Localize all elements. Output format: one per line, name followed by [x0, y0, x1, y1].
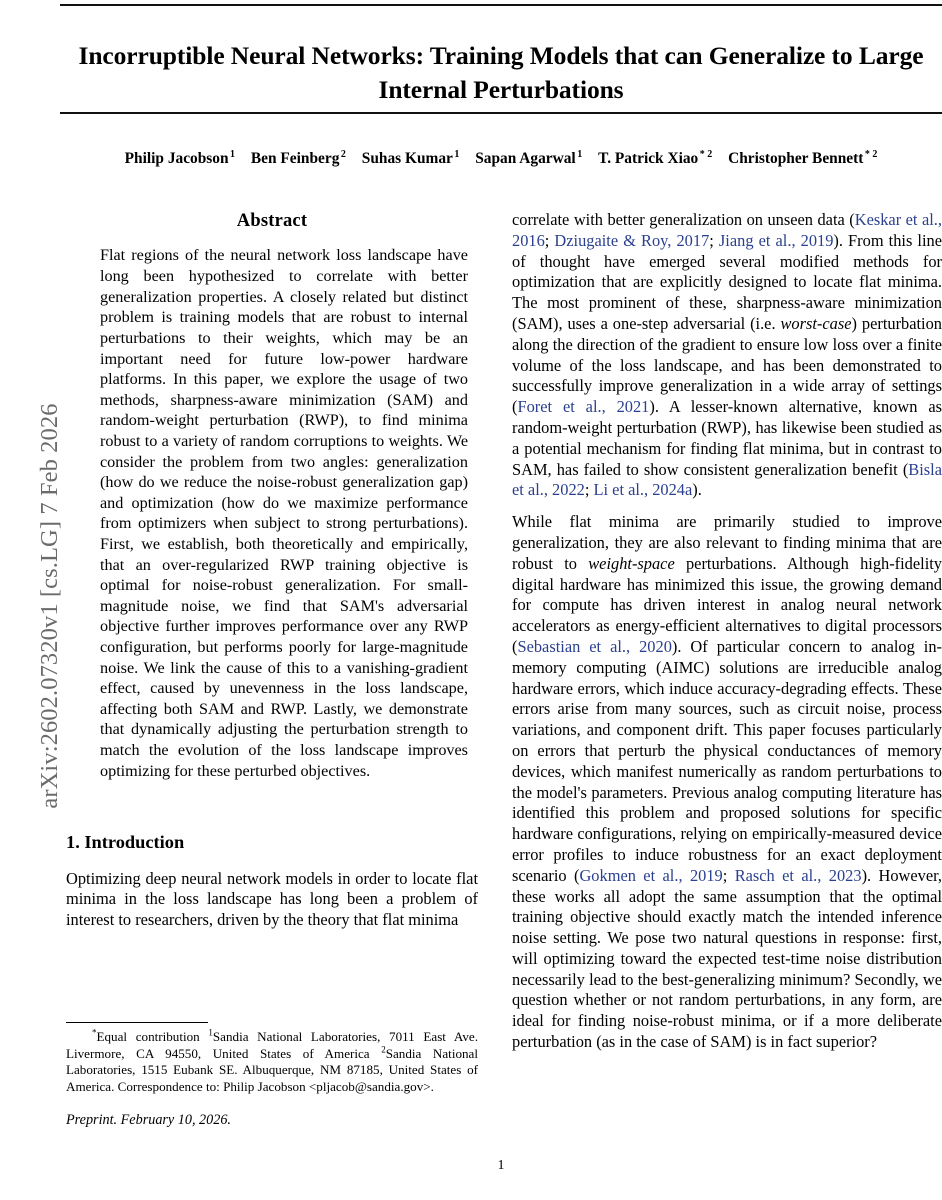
text-run: perturbations. Although high-fidelity digital hardware has minimized this issue, the growing demand for compute has driven interest in analog neural network accelerators as energy-efficient alternatives to digital processors (	[512, 553, 942, 656]
author-affiliation-mark: 2	[340, 148, 346, 160]
author-affiliation-mark: * 2	[864, 148, 878, 160]
author-name: Christopher Bennett	[728, 150, 864, 167]
emphasis-text: weight-space	[588, 553, 675, 573]
preprint-line: Preprint. February 10, 2026.	[66, 1112, 231, 1129]
text-run: While flat minima are primarily studied to improve generalization, they are also relevant to finding minima that are robust to	[512, 512, 942, 573]
abstract-heading: Abstract	[236, 211, 308, 231]
citation-link[interactable]: Li et al., 2024a	[593, 480, 693, 500]
introduction-paragraph: Optimizing deep neural network models in order to locate flat minima in the loss landscape has long been a problem of interest to researchers, driven by the theory that flat minima	[66, 868, 478, 930]
text-run: ;	[709, 230, 719, 250]
text-run: correlate with better generalization on unseen data (	[512, 210, 855, 229]
author-affiliation-mark: 1	[454, 148, 460, 160]
citation-link[interactable]: Sebastian et al., 2020	[517, 636, 672, 656]
citation-link[interactable]: Bisla et al., 2022	[512, 459, 942, 500]
author-entry	[598, 150, 712, 167]
text-run: ) perturbation along the direction of the gradient to ensure low loss over a finite volume of the loss landscape, and has been demonstrated to successfully improve generalization in a wide array of settings (	[512, 313, 942, 417]
left-column	[66, 210, 478, 931]
footnote-affiliation-mark-1: 1	[208, 1027, 213, 1038]
header-rule-under-title	[60, 112, 942, 114]
author-name: Ben Feinberg	[250, 150, 340, 167]
footnote-text	[66, 1029, 478, 1095]
author-list	[60, 150, 942, 168]
author-affiliation-mark: 1	[230, 148, 236, 160]
citation-link[interactable]: Keskar et al., 2016	[512, 210, 942, 250]
author-entry	[475, 150, 582, 167]
abstract-body: Flat regions of the neural network loss landscape have long been hypothesized to correlate with better generalization properties. A closely related but distinct problem is training models that are robust to internal perturbations to their weights, which may be an important need for future low-power hardware platforms. In this paper, we explore the usage of two methods, sharpness-aware minimization (SAM) and random-weight perturbation (RWP), to find minima robust to a variety of random corruptions to weights. We consider the problem from two angles: generalization (how do we reduce the noise-robust generalization gap) and optimization (how do we maximize performance from optimizers when subject to strong perturbations). First, we establish, both theoretically and empirically, that an over-regularized RWP training objective is optimal for noise-robust generalization. For small-magnitude noise, we find that SAM's adversarial objective further improves performance over any RWP configuration, but performs poorly for large-magnitude noise. We link the cause of this to a vanishing-gradient effect, caused by unevenness in the loss landscape, affecting both SAM and RWP. Lastly, we demonstrate that dynamically adjusting the perturbation strength to match the evolution of the loss landscape improves optimizing for these perturbed objectives.	[100, 246, 468, 780]
author-entry	[125, 150, 235, 167]
page-content	[60, 0, 942, 1200]
right-paragraph-1	[512, 210, 942, 501]
text-run: ;	[722, 865, 735, 885]
text-run: ;	[584, 480, 594, 500]
arxiv-stamp	[0, 0, 63, 1200]
section-heading-introduction: 1. Introduction	[66, 832, 185, 853]
author-entry	[728, 150, 877, 167]
text-run: ).	[692, 480, 702, 500]
citation-link[interactable]: Jiang et al., 2019	[718, 230, 834, 250]
author-affiliation-mark: 1	[577, 148, 583, 160]
header-rule-top	[60, 4, 942, 6]
text-run: ). Of particular concern to analog in-memory computing (AIMC) solutions are irreducible analog hardware errors, which induce accuracy-degrading effects. These errors arise from many sources, such as circuit noise, process variations, and component drift. This paper focuses particularly on errors that perturb the physical conductances of memory devices, which manifest numerically as random perturbations to the model's parameters. Previous analog computing literature has identified this problem and proposed solutions for specific hardware configurations, relying on empirically-measured device error profiles to induce robustness for an exact deployment scenario (	[512, 636, 942, 885]
author-name: Philip Jacobson	[124, 150, 229, 167]
emphasis-text: worst-case	[780, 313, 852, 333]
page-number: 1	[497, 1158, 505, 1173]
citation-link[interactable]: Gokmen et al., 2019	[579, 865, 723, 885]
text-run: Equal contribution	[96, 1029, 209, 1044]
text-run: Sandia National Laboratories, 1515 Eubank SE. Albuquerque, NM 87185, United States of America. Correspondence to: Philip Jacobson <pljacob@sandia.gov>.	[66, 1045, 479, 1094]
footnote-star-mark: *	[92, 1027, 97, 1038]
arxiv-stamp-text: arXiv:2602.07320v1 [cs.LG] 7 Feb 2026	[36, 403, 63, 809]
footnote-affiliation-mark-2: 2	[381, 1044, 386, 1055]
footnote-rule	[66, 1022, 208, 1023]
author-name: Sapan Agarwal	[475, 150, 576, 167]
author-affiliation-mark: * 2	[699, 148, 713, 160]
author-name: T. Patrick Xiao	[598, 150, 699, 167]
footnote-area	[66, 1022, 478, 1129]
citation-link[interactable]: Dziugaite & Roy, 2017	[554, 230, 710, 250]
text-run: ). A lesser-known alternative, known as random-weight perturbation (RWP), has likewise been studied as a potential mechanism for finding flat minima, but in contrast to SAM, has failed to show consistent generalization benefit (	[512, 397, 942, 479]
text-run: ;	[544, 230, 555, 250]
text-run: ). From this line of thought have emerged several modified methods for optimization that are explicitly designed to locate flat minima. The most prominent of these, sharpness-aware minimization (SAM), uses a one-step adversarial (i.e.	[512, 230, 942, 333]
page-title: Incorruptible Neural Networks: Training Models that can Generalize to Large Internal Perturbations	[78, 41, 924, 104]
citation-link[interactable]: Rasch et al., 2023	[734, 865, 862, 885]
text-run: ). However, these works all adopt the same assumption that the optimal training objective should exactly match the intended inference noise setting. We pose two natural questions in response: first, will optimizing toward the expected test-time noise distribution necessarily lead to the best-generalizing minimum? Secondly, we question whether or not random perturbations, in any form, are ideal for finding noise-robust minima, or if a more deliberate perturbation (as in the case of SAM) is in fact superior?	[512, 865, 942, 1052]
right-paragraph-2	[512, 512, 942, 1053]
right-column	[512, 210, 942, 1053]
author-entry	[251, 150, 346, 167]
author-name: Suhas Kumar	[361, 150, 453, 167]
text-run: Sandia National Laboratories, 7011 East Ave. Livermore, CA 94550, United States of America	[66, 1029, 478, 1061]
citation-link[interactable]: Foret et al., 2021	[517, 397, 650, 417]
author-entry	[362, 150, 460, 167]
